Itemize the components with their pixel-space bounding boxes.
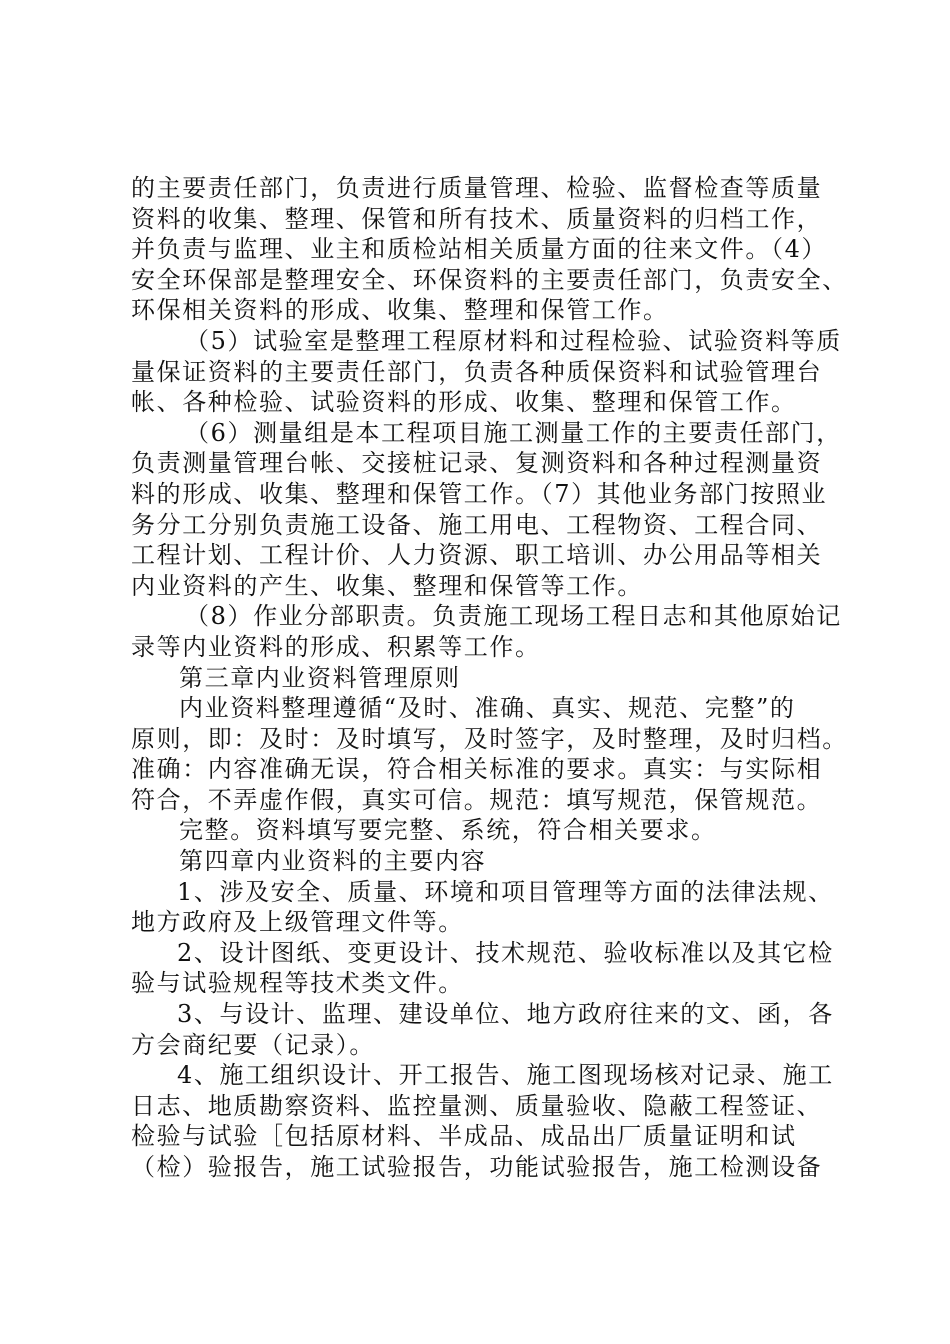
text-line: 资料的收集、整理、保管和所有技术、质量资料的归档工作， (131, 204, 823, 233)
text-line: 1、涉及安全、质量、环境和项目管理等方面的法律法规、 (177, 877, 834, 906)
text-line: 并负责与监理、业主和质检站相关质量方面的往来文件。（4） (131, 235, 828, 264)
text-line: 录等内业资料的形成、积累等工作。 (131, 632, 541, 661)
text-line: 工程计划、工程计价、人力资源、职工培训、办公用品等相关 (131, 541, 823, 570)
text-line: 环保相关资料的形成、收集、整理和保管工作。 (131, 296, 669, 325)
text-line: 准确：内容准确无误，符合相关标准的要求。真实：与实际相 (131, 755, 823, 784)
text-line: 帐、各种检验、试验资料的形成、收集、整理和保管工作。 (131, 388, 797, 417)
text-line: （6）测量组是本工程项目施工测量工作的主要责任部门， (185, 418, 842, 447)
text-line: 料的形成、收集、整理和保管工作。（7）其他业务部门按照业 (131, 479, 828, 508)
text-line: 负责测量管理台帐、交接桩记录、复测资料和各种过程测量资 (131, 449, 823, 478)
text-line: 2、设计图纸、变更设计、技术规范、验收标准以及其它检 (177, 938, 834, 967)
text-line: 量保证资料的主要责任部门，负责各种质保资料和试验管理台 (131, 357, 823, 386)
text-line: （检）验报告，施工试验报告，功能试验报告，施工检测设备 (131, 1153, 823, 1181)
chapter-heading: 第四章内业资料的主要内容 (179, 847, 487, 876)
text-line: 4、施工组织设计、开工报告、施工图现场核对记录、施工 (177, 1061, 834, 1090)
text-line: 检验与试验［包括原材料、半成品、成品出厂质量证明和试 (131, 1122, 797, 1151)
text-line: 日志、地质勘察资料、监控量测、质量验收、隐蔽工程签证、 (131, 1091, 823, 1120)
text-line: 完整。资料填写要完整、系统，符合相关要求。 (179, 816, 717, 845)
text-line: 地方政府及上级管理文件等。 (131, 908, 464, 937)
text-line: 内业资料的产生、收集、整理和保管等工作。 (131, 571, 643, 600)
text-line: 内业资料整理遵循“及时、准确、真实、规范、完整”的 (179, 694, 796, 723)
text-line: （8）作业分部职责。负责施工现场工程日志和其他原始记 (185, 602, 842, 631)
document-body (131, 173, 851, 1183)
chapter-heading: 第三章内业资料管理原则 (179, 663, 461, 692)
text-line: 务分工分别负责施工设备、施工用电、工程物资、工程合同、 (131, 510, 823, 539)
text-line: 原则，即：及时：及时填写，及时签字，及时整理，及时归档。 (131, 724, 848, 753)
text-line: （5）试验室是整理工程原材料和过程检验、试验资料等质 (185, 326, 842, 355)
text-line: 验与试验规程等技术类文件。 (131, 969, 464, 998)
text-line: 方会商纪要（记录）。 (131, 1030, 375, 1059)
text-line: 安全环保部是整理安全、环保资料的主要责任部门，负责安全、 (131, 265, 848, 294)
text-line: 符合，不弄虚作假，真实可信。规范：填写规范，保管规范。 (131, 785, 823, 814)
text-line: 3、与设计、监理、建设单位、地方政府往来的文、函，各 (177, 1000, 834, 1029)
text-line: 的主要责任部门，负责进行质量管理、检验、监督检查等质量 (131, 174, 823, 202)
